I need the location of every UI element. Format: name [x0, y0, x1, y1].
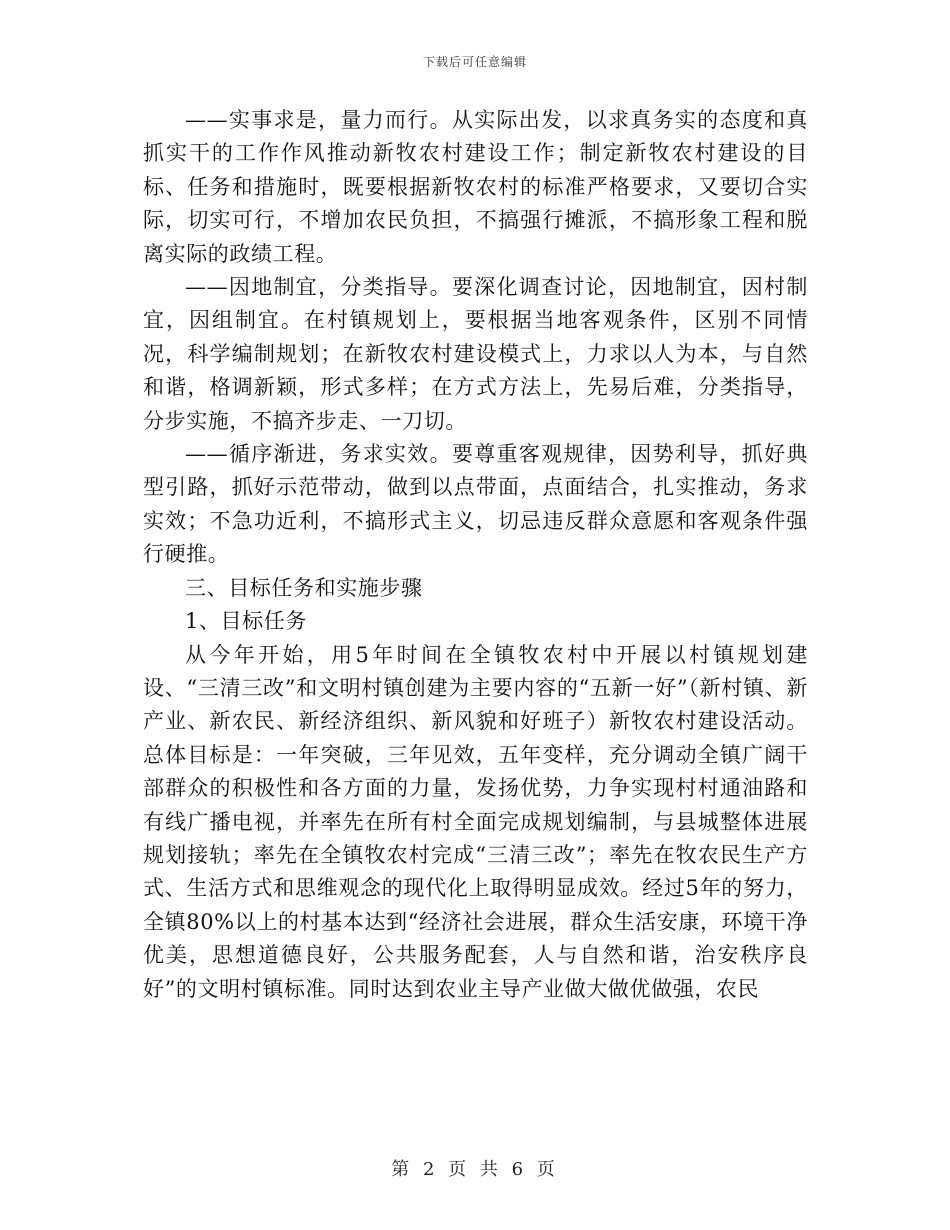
paragraph-principle-realistic: ——实事求是，量力而行。从实际出发，以求真务实的态度和真抓实干的工作作风推动新牧农村建设工作；制定新牧农村建设的目标、任务和措施时，既要根据新牧农村的标准严格要求，又要切合实际，切实可行，不增加农民负担，不搞强行摊派，不搞形象工程和脱离实际的政绩工程。: [143, 108, 808, 266]
page-number: 第 2 页 共 6 页: [391, 1159, 559, 1180]
page-header: 下载后可任意编辑: [422, 55, 527, 69]
paragraph-goals: 从今年开始，用5年时间在全镇牧农村中开展以村镇规划建设、“三清三改”和文明村镇创建为主要内容的“五新一好”（新村镇、新产业、新农民、新经济组织、新风貌和好班子）新牧农村建设活动。总体目标是：一年突破，三年见效，五年变样，充分调动全镇广阔干部群众的积极性和各方面的力量，发扬优势，力争实现村村通油路和有线广播电视，并率先在所有村全面完成规划编制，与县城整体进展规划接轨；率先在全镇牧农村完成“三清三改”；率先在牧农民生产方式、生活方式和思维观念的现代化上取得明显成效。经过5年的努力，全镇80%以上的村基本达到“经济社会进展，群众生活安康，环境干净优美，思想道德良好，公共服务配套，人与自然和谐，治安秩序良好”的文明村镇标准。同时达到农业主导产业做大做优做强，农民: [143, 642, 808, 1001]
section-heading: 三、目标任务和实施步骤: [185, 575, 423, 600]
subsection-heading: 1、目标任务: [185, 609, 307, 634]
document-body: [143, 104, 808, 1006]
paragraph-principle-local: ——因地制宜，分类指导。要深化调查讨论，因地制宜，因村制宜，因组制宜。在村镇规划上，要根据当地客观条件，区别不同情况，科学编制规划；在新牧农村建设模式上，力求以人为本，与自然和谐，格调新颖，形式多样；在方式方法上，先易后难，分类指导，分步实施，不搞齐步走、一刀切。: [143, 275, 808, 433]
paragraph-principle-gradual: ——循序渐进，务求实效。要尊重客观规律，因势利导，抓好典型引路，抓好示范带动，做到以点带面，点面结合，扎实推动，务求实效；不急功近利，不搞形式主义，切忌违反群众意愿和客观条件强行硬推。: [143, 442, 808, 567]
